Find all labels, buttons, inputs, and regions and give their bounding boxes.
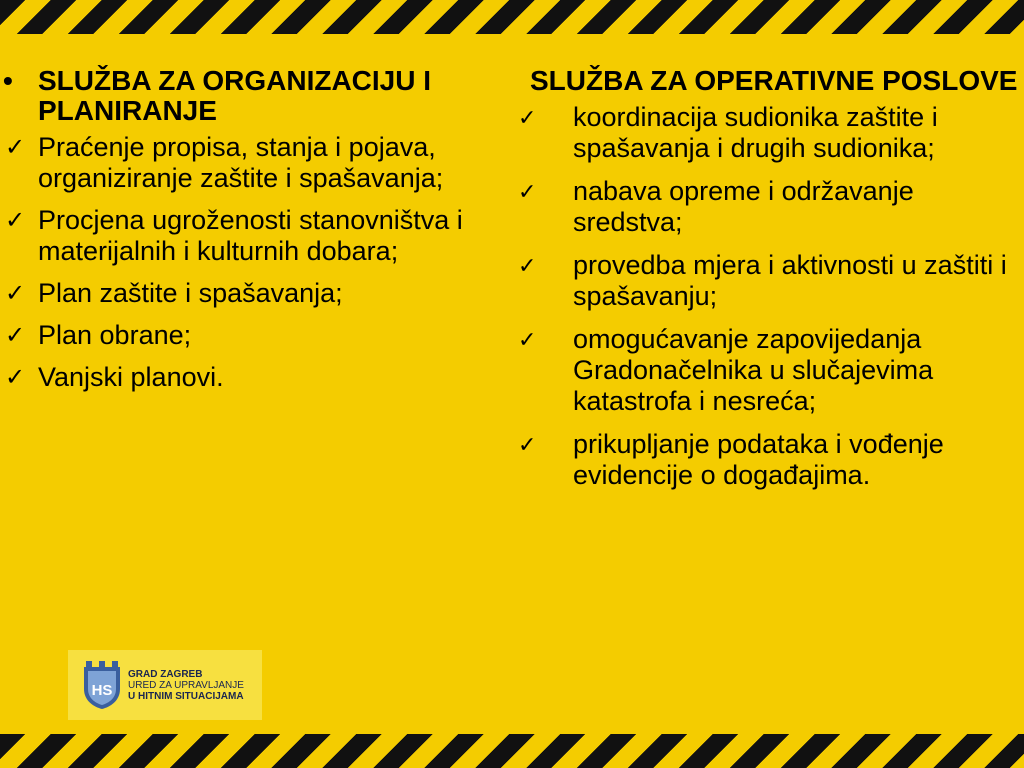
check-icon: ✓ — [5, 207, 26, 234]
list-item: ✓ Vanjski planovi. — [5, 362, 224, 392]
city-logo — [68, 650, 262, 720]
check-icon: ✓ — [518, 327, 537, 352]
right-column — [518, 65, 1024, 503]
check-icon: ✓ — [518, 105, 537, 130]
list-item: ✓ nabava opreme i održavanje sredstva; — [518, 176, 914, 237]
shield-emblem-icon — [82, 661, 122, 709]
list-item: ✓ Plan obrane; — [5, 320, 192, 350]
hazard-stripe-top — [0, 0, 1024, 34]
list-item: ✓ Procjena ugroženosti stanovništva i materijalnih i kulturnih dobara; — [5, 205, 463, 266]
right-heading: SLUŽBA ZA OPERATIVNE POSLOVE — [530, 65, 1018, 96]
list-item: ✓ prikupljanje podataka i vođenje evidencije o događajima. — [518, 429, 944, 490]
right-list — [518, 102, 1024, 491]
left-column — [0, 66, 480, 404]
check-icon: ✓ — [518, 253, 537, 278]
logo-line-3: U HITNIM SITUACIJAMA — [128, 690, 244, 702]
check-icon: ✓ — [518, 432, 537, 457]
check-icon: ✓ — [5, 280, 26, 307]
check-icon: ✓ — [518, 179, 537, 204]
check-icon: ✓ — [5, 134, 26, 161]
left-heading — [0, 66, 480, 126]
list-item: ✓ provedba mjera i aktivnosti u zaštiti i spašavanju; — [518, 250, 1007, 311]
emblem-letters: HS — [91, 682, 113, 699]
logo-line-2: URED ZA UPRAVLJANJE — [128, 679, 244, 691]
list-item: ✓ omogućavanje zapovijedanja Gradonačelnika u slučajevima katastrofa i nesreća; — [518, 324, 934, 416]
check-icon: ✓ — [5, 364, 26, 391]
logo-line-1: GRAD ZAGREB — [128, 668, 203, 680]
hazard-stripe-bottom — [0, 734, 1024, 768]
check-icon: ✓ — [5, 322, 26, 349]
left-list — [0, 132, 480, 393]
bullet-icon: • — [3, 65, 13, 96]
left-heading-text: SLUŽBA ZA ORGANIZACIJU I PLANIRANJE — [38, 65, 432, 126]
list-item: ✓ Plan zaštite i spašavanja; — [5, 278, 343, 308]
logo-text — [128, 669, 244, 702]
list-item: ✓ Praćenje propisa, stanja i pojava, organiziranje zaštite i spašavanja; — [5, 132, 444, 193]
list-item: ✓ koordinacija sudionika zaštite i spašavanja i drugih sudionika; — [518, 102, 938, 163]
